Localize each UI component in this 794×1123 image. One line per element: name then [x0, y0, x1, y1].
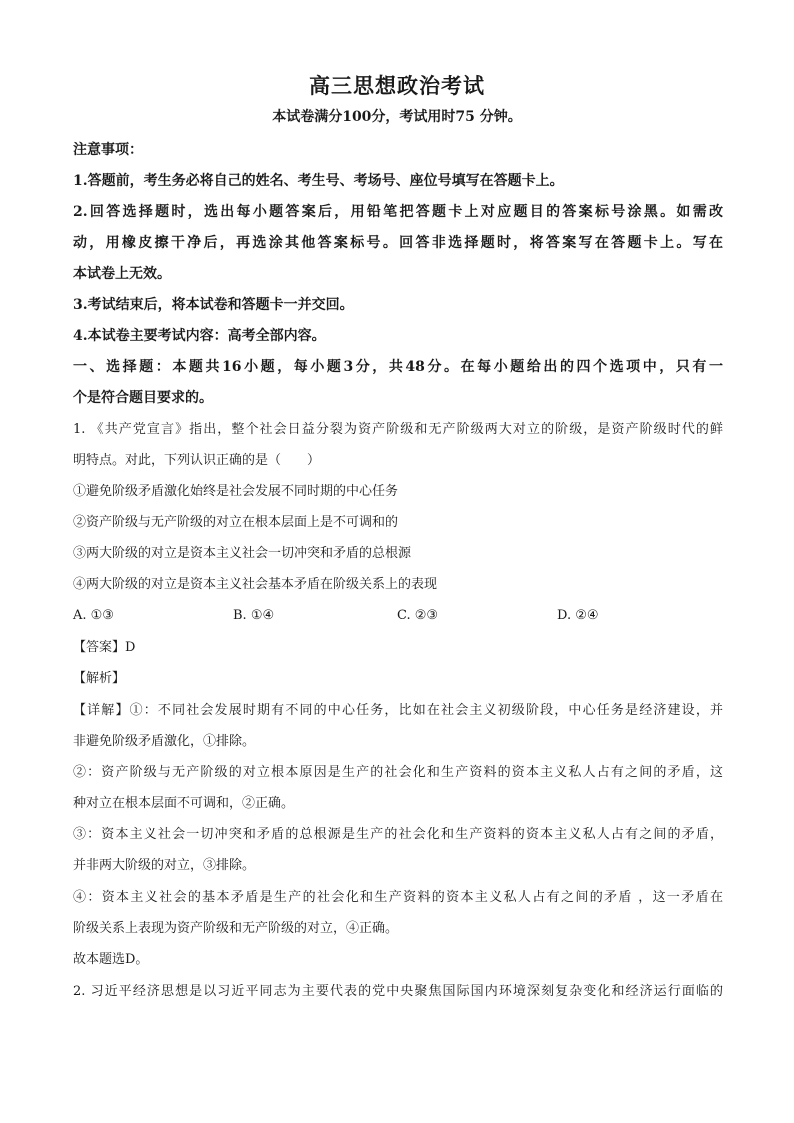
- question-1-detail-1-line-1: 【详解】①：不同社会发展时期有不同的中心任务，比如在社会主义初级阶段，中心任务是经济建设，并: [73, 703, 723, 718]
- notice-item-2-line-2: 动，用橡皮擦干净后，再选涂其他答案标号。回答非选择题时，将答案写在答题卡上。写在: [73, 235, 723, 251]
- question-1-statement-4: ④两大阶级的对立是资本主义社会基本矛盾在阶级关系上的表现: [73, 577, 438, 592]
- question-1-option-a: A. ①③: [73, 608, 114, 623]
- notice-item-1: 1.答题前，考生务必将自己的姓名、考生号、考场号、座位号填写在答题卡上。: [73, 173, 564, 189]
- question-1-stem-line-1: 1. 《共产党宣言》指出，整个社会日益分裂为资产阶级和无产阶级两大对立的阶级，是资产阶级时代的鲜: [73, 422, 723, 437]
- notice-item-3: 3.考试结束后，将本试卷和答题卡一并交回。: [73, 297, 354, 313]
- question-2-stem-line-1: 2. 习近平经济思想是以习近平同志为主要代表的党中央聚焦国际国内环境深刻复杂变化和经济运行面临的: [73, 984, 723, 999]
- notice-heading: 注意事项：: [73, 142, 143, 158]
- question-1-stem-line-2: 明特点。对此，下列认识正确的是（ ）: [73, 453, 321, 468]
- question-1-detail-4-line-2: 阶级关系上表现为资产阶级和无产阶级的对立，④正确。: [73, 921, 399, 936]
- question-1-detail-1-line-2: 非避免阶级矛盾激化，①排除。: [73, 734, 256, 749]
- question-1-conclusion: 故本题选D。: [73, 952, 149, 967]
- question-1-detail-2-line-2: 种对立在根本层面不可调和，②正确。: [73, 796, 295, 811]
- question-1-statement-2: ②资产阶级与无产阶级的对立在根本层面上是不可调和的: [73, 515, 399, 530]
- question-1-statement-3: ③两大阶级的对立是资本主义社会一切冲突和矛盾的总根源: [73, 546, 412, 561]
- question-1-detail-3-line-1: ③：资本主义社会一切冲突和矛盾的总根源是生产的社会化和生产资料的资本主义私人占有之间的矛盾，: [73, 827, 723, 842]
- question-1-answer: 【答案】D: [73, 640, 136, 655]
- question-1-detail-3-line-2: 并非两大阶级的对立，③排除。: [73, 858, 256, 873]
- question-1-analysis-label: 【解析】: [73, 671, 126, 686]
- section-heading-line-1: 一、选择题：本题共16小题，每小题3分，共48分。在每小题给出的四个选项中，只有一: [73, 359, 723, 375]
- question-1-option-d: D. ②④: [557, 608, 599, 623]
- question-1-option-c: C. ②③: [397, 608, 439, 623]
- notice-item-4: 4.本试卷主要考试内容：高考全部内容。: [73, 328, 326, 344]
- question-1-statement-1: ①避免阶级矛盾激化始终是社会发展不同时期的中心任务: [73, 484, 399, 499]
- question-1-option-b: B. ①④: [233, 608, 275, 623]
- question-1-detail-2-line-1: ②：资产阶级与无产阶级的对立根本原因是生产的社会化和生产资料的资本主义私人占有之间的矛盾，这: [73, 765, 723, 780]
- question-1-detail-4-line-1: ④：资本主义社会的基本矛盾是生产的社会化和生产资料的资本主义私人占有之间的矛盾 ，这一矛盾在: [73, 890, 723, 905]
- notice-item-2-line-3: 本试卷上无效。: [73, 266, 171, 282]
- page-title: 高三思想政治考试: [309, 73, 485, 98]
- exam-subtitle: 本试卷满分100分，考试用时75 分钟。: [272, 109, 522, 125]
- notice-item-2-line-1: 2.回答选择题时，选出每小题答案后，用铅笔把答题卡上对应题目的答案标号涂黑。如需改: [73, 204, 723, 220]
- section-heading-line-2: 个是符合题目要求的。: [73, 390, 213, 406]
